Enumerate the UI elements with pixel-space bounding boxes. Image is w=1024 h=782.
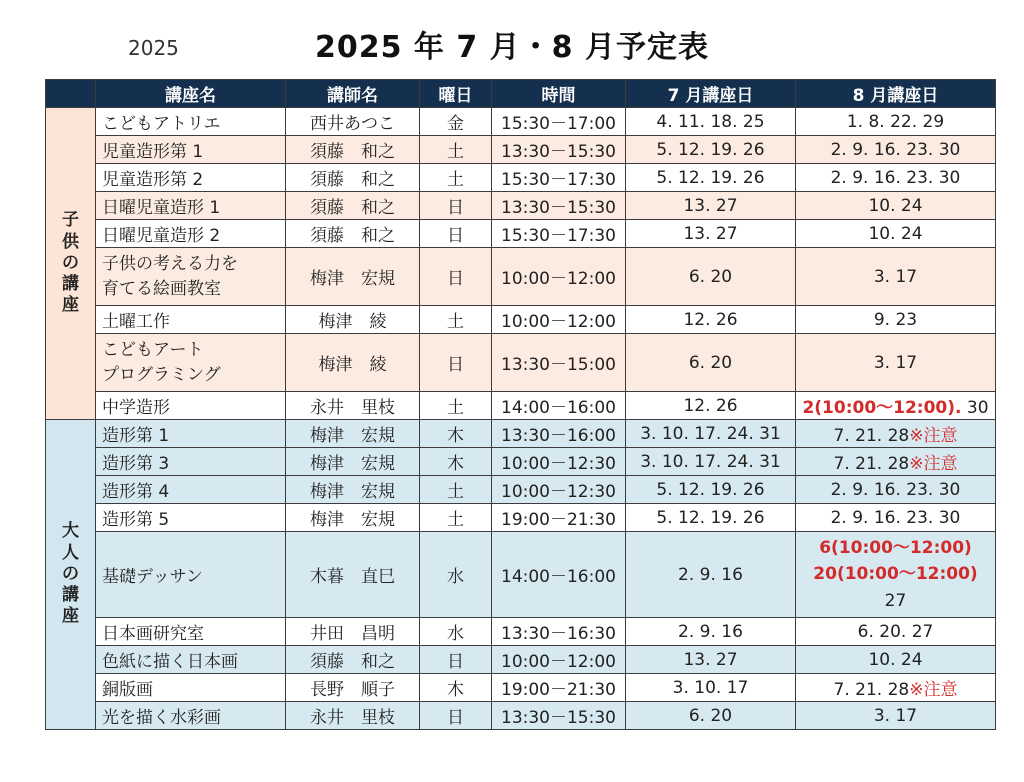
table-row — [46, 136, 996, 164]
day: 土 — [420, 476, 492, 504]
teacher-name: 梅津 綾 — [286, 306, 420, 334]
course-name: 日曜児童造形 1 — [96, 192, 286, 220]
header-cell-time: 時間 — [492, 80, 626, 108]
august-dates: 3. 17 — [796, 334, 996, 392]
table-row — [46, 220, 996, 248]
table-row — [46, 306, 996, 334]
time: 13:30－15:30 — [492, 136, 626, 164]
day: 日 — [420, 248, 492, 306]
table-row — [46, 248, 996, 306]
july-dates: 2. 9. 16 — [626, 618, 796, 646]
july-dates: 3. 10. 17. 24. 31 — [626, 420, 796, 448]
time: 13:30－16:30 — [492, 618, 626, 646]
table-row — [46, 702, 996, 730]
july-dates: 6. 20 — [626, 248, 796, 306]
august-dates-text: 7. 21. 28 — [833, 680, 910, 700]
august-special-date: 6(10:00～12:00) — [819, 537, 972, 558]
august-dates-text: 7. 21. 28 — [833, 454, 910, 474]
time: 13:30－15:30 — [492, 702, 626, 730]
august-dates: 3. 17 — [796, 702, 996, 730]
teacher-name: 梅津 宏規 — [286, 248, 420, 306]
course-name: 造形第 5 — [96, 504, 286, 532]
time: 19:00－21:30 — [492, 674, 626, 702]
august-dates: 2. 9. 16. 23. 30 — [796, 476, 996, 504]
schedule-table — [45, 79, 996, 730]
time: 13:30－16:00 — [492, 420, 626, 448]
time: 15:30－17:30 — [492, 164, 626, 192]
table-row — [46, 618, 996, 646]
teacher-name: 長野 順子 — [286, 674, 420, 702]
july-dates: 13. 27 — [626, 192, 796, 220]
course-name-line2: プログラミング — [102, 364, 221, 385]
august-dates: 10. 24 — [796, 220, 996, 248]
teacher-name: 木暮 直巳 — [286, 532, 420, 618]
course-name-line1: 子供の考える力を — [102, 253, 238, 274]
teacher-name: 西井あつこ — [286, 108, 420, 136]
course-name: 造形第 3 — [96, 448, 286, 476]
day: 土 — [420, 504, 492, 532]
header-row — [46, 80, 996, 108]
course-name: こどもアトリエ — [96, 108, 286, 136]
august-dates: 6. 20. 27 — [796, 618, 996, 646]
course-name: 基礎デッサン — [96, 532, 286, 618]
august-date-rest: 30 — [961, 398, 989, 418]
time: 14:00－16:00 — [492, 532, 626, 618]
july-dates: 4. 11. 18. 25 — [626, 108, 796, 136]
day: 水 — [420, 618, 492, 646]
teacher-name: 井田 昌明 — [286, 618, 420, 646]
course-name: 造形第 1 — [96, 420, 286, 448]
course-name-line2: 育てる絵画教室 — [102, 278, 221, 299]
table-row — [46, 392, 996, 420]
time: 10:00－12:00 — [492, 306, 626, 334]
august-note: ※注意 — [909, 680, 958, 700]
day: 日 — [420, 192, 492, 220]
category-adults: 大人の講座 — [46, 420, 96, 730]
july-dates: 5. 12. 19. 26 — [626, 136, 796, 164]
july-dates: 13. 27 — [626, 646, 796, 674]
day: 木 — [420, 448, 492, 476]
august-special-date: 20(10:00～12:00) — [813, 564, 978, 585]
course-name: 色紙に描く日本画 — [96, 646, 286, 674]
august-note: ※注意 — [909, 454, 958, 474]
time: 13:30－15:30 — [492, 192, 626, 220]
header-cell-teacher: 講師名 — [286, 80, 420, 108]
teacher-name: 梅津 宏規 — [286, 504, 420, 532]
july-dates: 5. 12. 19. 26 — [626, 504, 796, 532]
header-year: 2025 — [128, 36, 179, 60]
august-dates: 3. 17 — [796, 248, 996, 306]
day: 日 — [420, 646, 492, 674]
july-dates: 5. 12. 19. 26 — [626, 476, 796, 504]
day: 木 — [420, 420, 492, 448]
august-dates-text: 7. 21. 28 — [833, 426, 910, 446]
table-row — [46, 532, 996, 618]
table-row — [46, 334, 996, 392]
august-dates — [796, 532, 996, 618]
table-row — [46, 476, 996, 504]
august-dates — [796, 448, 996, 476]
july-dates: 2. 9. 16 — [626, 532, 796, 618]
table-row — [46, 504, 996, 532]
day: 木 — [420, 674, 492, 702]
july-dates: 3. 10. 17 — [626, 674, 796, 702]
august-note: ※注意 — [909, 426, 958, 446]
table-row — [46, 646, 996, 674]
teacher-name: 須藤 和之 — [286, 220, 420, 248]
course-name: 児童造形第 1 — [96, 136, 286, 164]
teacher-name: 梅津 宏規 — [286, 448, 420, 476]
august-dates: 10. 24 — [796, 646, 996, 674]
july-dates: 12. 26 — [626, 306, 796, 334]
july-dates: 6. 20 — [626, 702, 796, 730]
time: 19:00－21:30 — [492, 504, 626, 532]
teacher-name: 梅津 宏規 — [286, 476, 420, 504]
category-kids: 子供の講座 — [46, 108, 96, 420]
course-name — [96, 334, 286, 392]
time: 14:00－16:00 — [492, 392, 626, 420]
day: 金 — [420, 108, 492, 136]
august-date: 27 — [884, 590, 907, 611]
day: 日 — [420, 220, 492, 248]
course-name: 児童造形第 2 — [96, 164, 286, 192]
time: 10:00－12:00 — [492, 646, 626, 674]
day: 土 — [420, 392, 492, 420]
table-row — [46, 674, 996, 702]
time: 15:30－17:30 — [492, 220, 626, 248]
time: 10:00－12:30 — [492, 476, 626, 504]
day: 日 — [420, 702, 492, 730]
day: 土 — [420, 306, 492, 334]
july-dates: 5. 12. 19. 26 — [626, 164, 796, 192]
august-dates: 1. 8. 22. 29 — [796, 108, 996, 136]
august-dates: 2. 9. 16. 23. 30 — [796, 164, 996, 192]
teacher-name: 梅津 綾 — [286, 334, 420, 392]
time: 10:00－12:00 — [492, 248, 626, 306]
table-row — [46, 164, 996, 192]
august-dates — [796, 392, 996, 420]
august-dates — [796, 420, 996, 448]
july-dates: 13. 27 — [626, 220, 796, 248]
course-name — [96, 248, 286, 306]
table-row — [46, 108, 996, 136]
course-name-line1: こどもアート — [102, 339, 204, 360]
course-name: 造形第 4 — [96, 476, 286, 504]
course-name: 日本画研究室 — [96, 618, 286, 646]
header-cell-course: 講座名 — [96, 80, 286, 108]
july-dates: 3. 10. 17. 24. 31 — [626, 448, 796, 476]
july-dates: 12. 26 — [626, 392, 796, 420]
header-cell-day: 曜日 — [420, 80, 492, 108]
august-dates: 10. 24 — [796, 192, 996, 220]
course-name: 銅版画 — [96, 674, 286, 702]
header-cell-august: 8 月講座日 — [796, 80, 996, 108]
teacher-name: 梅津 宏規 — [286, 420, 420, 448]
teacher-name: 須藤 和之 — [286, 646, 420, 674]
day: 水 — [420, 532, 492, 618]
table-row — [46, 420, 996, 448]
day: 土 — [420, 136, 492, 164]
time: 10:00－12:30 — [492, 448, 626, 476]
august-dates: 2. 9. 16. 23. 30 — [796, 136, 996, 164]
course-name: 土曜工作 — [96, 306, 286, 334]
course-name: 中学造形 — [96, 392, 286, 420]
teacher-name: 須藤 和之 — [286, 164, 420, 192]
august-dates — [796, 674, 996, 702]
july-dates: 6. 20 — [626, 334, 796, 392]
table-row — [46, 192, 996, 220]
teacher-name: 須藤 和之 — [286, 136, 420, 164]
course-name: 光を描く水彩画 — [96, 702, 286, 730]
august-dates: 9. 23 — [796, 306, 996, 334]
page-title: 2025 年 7 月・8 月予定表 — [314, 30, 710, 65]
header-cell-july: 7 月講座日 — [626, 80, 796, 108]
august-special-date: 2(10:00～12:00). — [802, 398, 962, 418]
august-dates: 2. 9. 16. 23. 30 — [796, 504, 996, 532]
time: 15:30－17:00 — [492, 108, 626, 136]
header-cell-blank — [46, 80, 96, 108]
day: 日 — [420, 334, 492, 392]
day: 土 — [420, 164, 492, 192]
teacher-name: 永井 里枝 — [286, 702, 420, 730]
table-row — [46, 448, 996, 476]
course-name: 日曜児童造形 2 — [96, 220, 286, 248]
teacher-name: 永井 里枝 — [286, 392, 420, 420]
teacher-name: 須藤 和之 — [286, 192, 420, 220]
time: 13:30－15:00 — [492, 334, 626, 392]
